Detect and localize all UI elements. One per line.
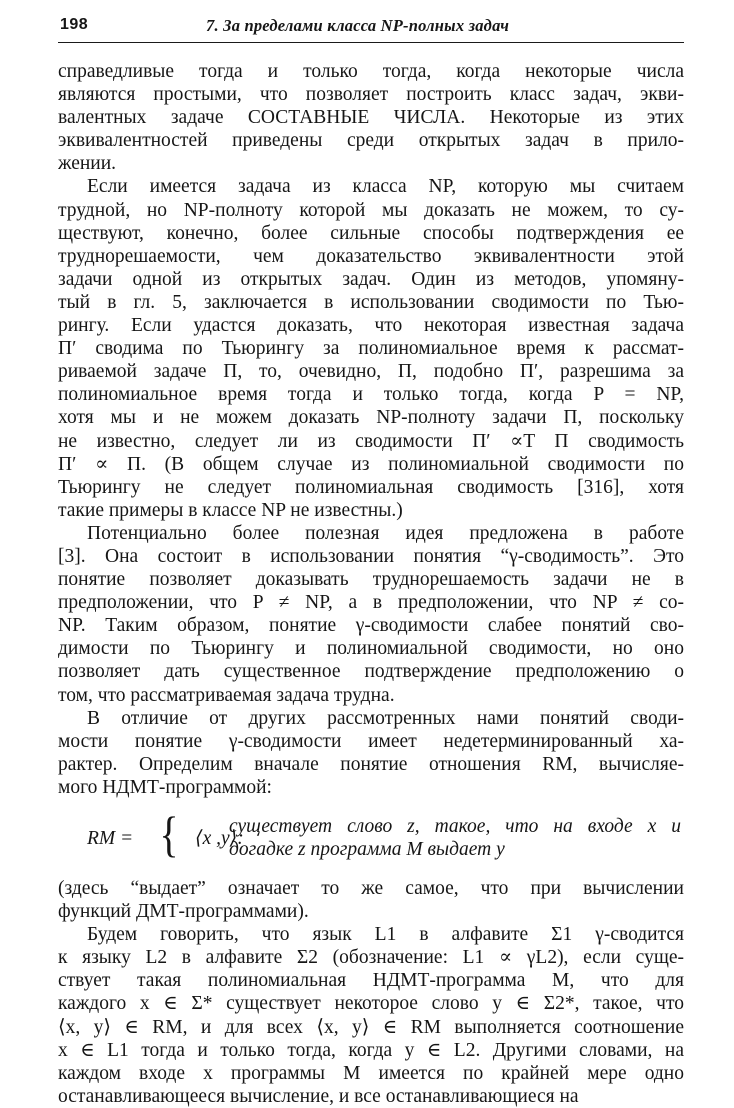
formula-lhs: RM = xyxy=(87,828,134,849)
text-line: хотя мы и не можем доказать NP-полноту задачи Π, поскольку xyxy=(58,407,684,429)
text-line: Π′ сводима по Тьюрингу за полиномиальное время к рассмат- xyxy=(58,338,684,360)
text-line: не известно, следует ли из сводимости Π′ ∝T Π сводимость xyxy=(58,430,684,452)
text-line: останавливающееся вычисление, и все останавливающиеся на xyxy=(58,1085,579,1107)
text-line: риваемой задаче Π, то, очевидно, Π, подобно Π′, разрешима за xyxy=(58,361,684,383)
formula-pair: ⟨x ,y⟩: xyxy=(195,828,244,849)
text-line: рактер. Определим вначале понятие отношения RM, вычисляе- xyxy=(58,753,684,775)
page-body xyxy=(58,60,684,1108)
text-line: мости понятие γ-сводимости имеет недетерминированный ха- xyxy=(58,730,684,752)
text-line: ществуют, конечно, более сильные способы подтверждения ее xyxy=(58,222,684,244)
text-line: (здесь “выдает” означает то же самое, что при вычислении xyxy=(58,878,684,899)
text-line: справедливые тогда и только тогда, когда некоторые числа xyxy=(58,61,684,82)
header-rule xyxy=(58,42,684,43)
text-line: NP. Таким образом, понятие γ-сводимости слабее понятий сво- xyxy=(58,615,684,637)
text-line: ⟨x, y⟩ ∈ RM, и для всех ⟨x, y⟩ ∈ RM выполняется соотношение xyxy=(58,1016,684,1038)
text-line: тый в гл. 5, заключается в использовании сводимости по Тью- xyxy=(58,291,684,313)
text-line: эквивалентностей приведены среди открытых задач в прило- xyxy=(58,130,684,152)
text-line: [3]. Она состоит в использовании понятия “γ-сводимость”. Это xyxy=(58,545,684,567)
text-line: функций ДМТ-программами). xyxy=(58,901,309,923)
text-line: В отличие от других рассмотренных нами понятий своди- xyxy=(87,707,684,729)
text-line: димости по Тьюрингу и полиномиальной сводимости, но оно xyxy=(58,638,684,660)
text-line: труднорешаемости, чем доказательство эквивалентности этой xyxy=(58,245,684,267)
text-line: Будем говорить, что язык L1 в алфавите Σ1 γ-сводится xyxy=(87,924,684,946)
relation-definition-formula xyxy=(58,806,684,868)
paragraphs-after-formula xyxy=(58,877,684,1108)
text-line: позволяет дать существенное подтверждение предположению о xyxy=(58,661,684,683)
text-line: Тьюрингу не следует полиномиальная сводимость [316], хотя xyxy=(58,476,684,498)
paragraph xyxy=(58,923,684,1108)
text-line: жении. xyxy=(58,153,117,175)
text-line: понятие позволяет доказывать труднорешаемость задачи не в xyxy=(58,569,684,591)
paragraph xyxy=(58,522,684,707)
text-line: Π′ ∝ Π. (В общем случае из полиномиальной сводимости по xyxy=(58,453,684,475)
paragraph xyxy=(58,707,684,799)
paragraph xyxy=(58,175,684,521)
text-line: полиномиальное время тогда и только тогда, когда P = NP, xyxy=(58,384,684,406)
running-title: 7. За пределами класса NP-полных задач xyxy=(206,16,510,35)
formula-condition-line-1: существует слово z, такое, что на входе x и xyxy=(229,816,681,837)
text-line: каждом входе x программы M имеется по крайней мере одно xyxy=(58,1062,684,1084)
text-line: трудной, но NP-полноту которой мы доказать не можем, то су- xyxy=(58,199,684,221)
text-line: каждого x ∈ Σ* существует некоторое слово y ∈ Σ2*, такое, что xyxy=(58,993,684,1015)
text-line: являются простыми, что позволяет построить класс задач, экви- xyxy=(58,84,684,106)
text-line: Если имеется задача из класса NP, которую мы считаем xyxy=(87,176,684,198)
text-line: мого НДМТ-программой: xyxy=(58,776,272,798)
text-line: ствует такая полиномиальная НДМТ-программа M, что для xyxy=(58,970,684,992)
text-line: рингу. Если удастся доказать, что некоторая известная задача xyxy=(58,315,684,337)
paragraph xyxy=(58,877,684,923)
page-number: 198 xyxy=(60,16,89,33)
text-line: валентных задаче СОСТАВНЫЕ ЧИСЛА. Некоторые из этих xyxy=(58,107,684,129)
text-line: задачи одной из открытых задач. Один из методов, упомяну- xyxy=(58,268,684,290)
paragraphs-before-formula xyxy=(58,60,684,799)
formula-condition-line-2: догадке z программа M выдает y xyxy=(229,839,505,860)
text-line: том, что рассматриваемая задача трудна. xyxy=(58,684,395,706)
text-line: предположении, что P ≠ NP, а в предположении, что NP ≠ co- xyxy=(58,592,684,614)
text-line: к языку L2 в алфавите Σ2 (обозначение: L1 ∝ γL2), если суще- xyxy=(58,947,684,969)
text-line: такие примеры в классе NP не известны.) xyxy=(58,499,403,521)
text-line: Потенциально более полезная идея предложена в работе xyxy=(87,522,684,544)
text-line: x ∈ L1 тогда и только тогда, когда y ∈ L2. Другими словами, на xyxy=(58,1039,684,1061)
paragraph xyxy=(58,60,684,175)
formula-brace: { xyxy=(159,806,179,862)
page-header xyxy=(58,14,684,40)
